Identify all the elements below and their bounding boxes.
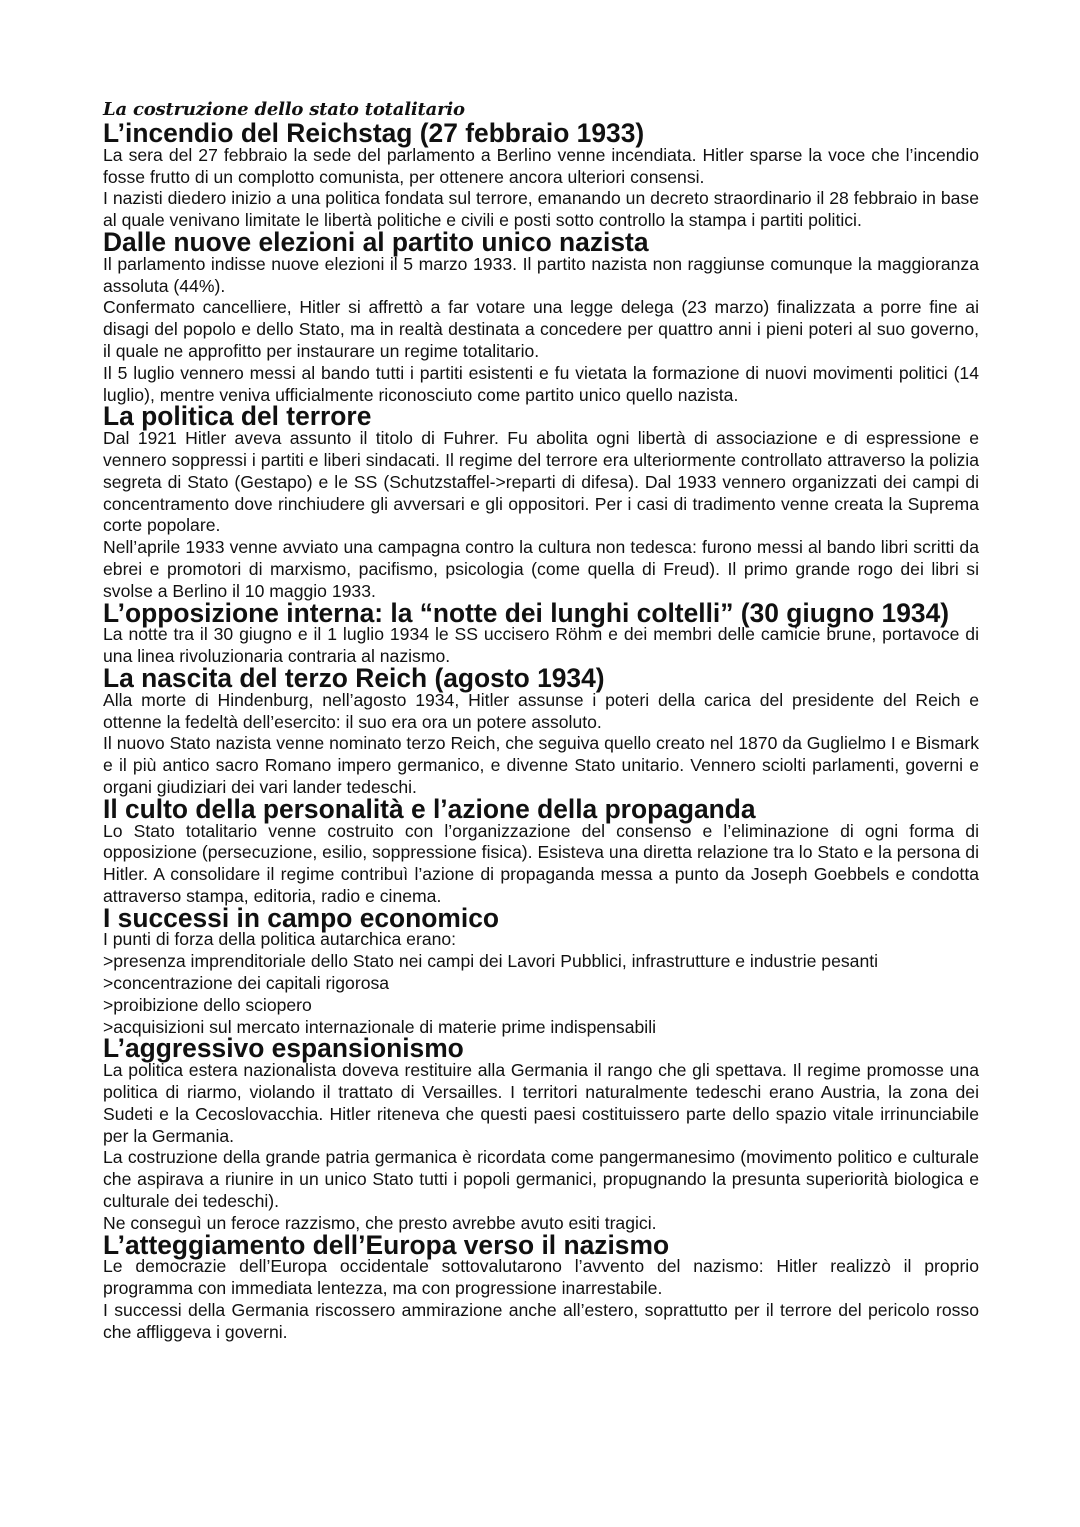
section-heading: Il culto della personalità e l’azione della propaganda: [103, 793, 756, 824]
paragraph: Il parlamento indisse nuove elezioni il 5 marzo 1933. Il partito nazista non raggiunse comunque la maggioranza assoluta (44%).: [103, 253, 979, 296]
paragraph: Il nuovo Stato nazista venne nominato terzo Reich, che seguiva quello creato nel 1870 da Guglielmo I e Bismark e il più antico sacro Romano impero germanico, e divenne Stato unitario. Vennero sciolti parlamenti, governi e organi giudiziari dei vari lander tedeschi.: [103, 733, 979, 797]
paragraph: Ne conseguì un feroce razzismo, che presto avrebbe avuto esiti tragici.: [103, 1212, 657, 1233]
paragraph: I punti di forza della politica autarchica erano:: [103, 929, 457, 950]
section-heading: I successi in campo economico: [103, 902, 500, 933]
section-heading: L’atteggiamento dell’Europa verso il nazismo: [103, 1229, 670, 1260]
section-propaganda: [103, 793, 979, 908]
paragraph: La costruzione della grande patria germanica è ricordata come pangermanesimo (movimento politico e culturale che aspirava a riunire in un unico Stato tutti i popoli germanici, propugnando la presunta superiorità biologica e culturale dei tedeschi).: [103, 1147, 979, 1212]
document-page: [103, 98, 979, 1344]
section-heading: La nascita del terzo Reich (agosto 1934): [103, 662, 605, 693]
section-reichstag-fire: [103, 118, 979, 232]
paragraph: I nazisti diedero inizio a una politica fondata sul terrore, emanando un decreto straordinario il 28 febbraio in base al quale venivano limitate le libertà politiche e civili e posti sotto controllo la stampa i partiti politici.: [103, 188, 979, 231]
paragraph: Le democrazie dell’Europa occidentale sottovalutarono l’avvento del nazismo: Hitler realizzò il proprio programma con immediata lentezza, ma con progressione inarrestabile.: [103, 1256, 979, 1299]
list-item: >presenza imprenditoriale dello Stato nei campi dei Lavori Pubblici, infrastrutture e industrie pesanti: [103, 951, 879, 972]
paragraph: La sera del 27 febbraio la sede del parlamento a Berlino venne incendiata. Hitler sparse la voce che l’incendio fosse frutto di un complotto comunista, per ottenere ancora ulteriori consensi.: [103, 144, 979, 187]
section-third-reich: [103, 662, 979, 799]
section-politics-of-terror: [103, 401, 979, 602]
list-item: >acquisizioni sul mercato internazionale di materie prime indispensabili: [103, 1016, 657, 1037]
section-single-party: [103, 226, 979, 406]
paragraph: Lo Stato totalitario venne costruito con l’organizzazione del consenso e l’eliminazione di ogni forma di opposizione (persecuzione, esilio, soppressione fisica). Esisteva una diretta relazione tra lo Stato e la persona di Hitler. A consolidare il regime contribuì l’azione di propaganda messa a punto da Joseph Goebbels e condotta attraverso stampa, editoria, radio e cinema.: [103, 820, 979, 906]
section-heading: La politica del terrore: [103, 401, 372, 432]
section-heading: Dalle nuove elezioni al partito unico nazista: [103, 226, 649, 257]
section-europe-attitude: [103, 1229, 979, 1344]
section-expansionism: [103, 1033, 979, 1234]
section-heading: L’opposizione interna: la “notte dei lunghi coltelli” (30 giugno 1934): [103, 597, 950, 628]
list-item: >concentrazione dei capitali rigorosa: [103, 973, 390, 994]
paragraph: Confermato cancelliere, Hitler si affrettò a far votare una legge delega (23 marzo) finalizzata a porre fine ai disagi del popolo e dello Stato, ma in realtà destinata a concedere per quattro anni i pieni poteri al suo governo, il quale ne approfitto per instaurare un regime totalitario.: [103, 297, 979, 361]
document-title: La costruzione dello stato totalitario: [103, 99, 465, 120]
section-night-of-long-knives: [103, 597, 979, 668]
paragraph: La politica estera nazionalista doveva restituire alla Germania il rango che gli spettava. Il regime promosse una politica di riarmo, violando il trattato di Versailles. I territori naturalmente tedeschi erano Austria, la zona dei Sudeti e la Cecoslovacchia. Hitler riteneva che questi paesi costituissero parte dello spazio vitale irrinunciabile per la Germania.: [103, 1060, 979, 1146]
section-economy: [103, 902, 979, 1039]
section-heading: L’incendio del Reichstag (27 febbraio 1933): [103, 118, 645, 148]
paragraph: I successi della Germania riscossero ammirazione anche all’estero, soprattutto per il terrore del pericolo rosso che affliggeva i governi.: [103, 1300, 979, 1342]
list-item: >proibizione dello sciopero: [103, 994, 312, 1015]
paragraph: Alla morte di Hindenburg, nell’agosto 1934, Hitler assunse i poteri della carica del presidente del Reich e ottenne la fedeltà dell’esercito: il suo era ora un potere assoluto.: [103, 689, 979, 732]
paragraph: La notte tra il 30 giugno e il 1 luglio 1934 le SS uccisero Röhm e dei membri delle camicie brune, portavoce di una linea rivoluzionaria contraria al nazismo.: [103, 624, 979, 667]
paragraph: Il 5 luglio vennero messi al bando tutti i partiti esistenti e fu vietata la formazione di nuovi movimenti politici (14 luglio), mentre veniva ufficialmente riconosciuto come partito unico quello nazista.: [103, 362, 979, 405]
paragraph: Dal 1921 Hitler aveva assunto il titolo di Fuhrer. Fu abolita ogni libertà di associazione e di espressione e vennero soppressi i partiti e liberi sindacati. Il regime del terrore era ulteriormente controllato attraverso la polizia segreta di Stato (Gestapo) e le SS (Schutzstaffel->reparti di difesa). Dal 1933 vennero organizzati dei campi di concentramento dove rinchiudere gli avversari e gli oppositori. Per i casi di tradimento venne creata la Suprema corte popolare.: [103, 428, 979, 536]
section-heading: L’aggressivo espansionismo: [103, 1033, 464, 1064]
paragraph: Nell’aprile 1933 venne avviato una campagna contro la cultura non tedesca: furono messi al bando libri scritti da ebrei e promotori di marxismo, pacifismo, psicologia (come quella di Freud). Il primo grande rogo dei libri si svolse a Berlino il 10 maggio 1933.: [103, 537, 979, 601]
